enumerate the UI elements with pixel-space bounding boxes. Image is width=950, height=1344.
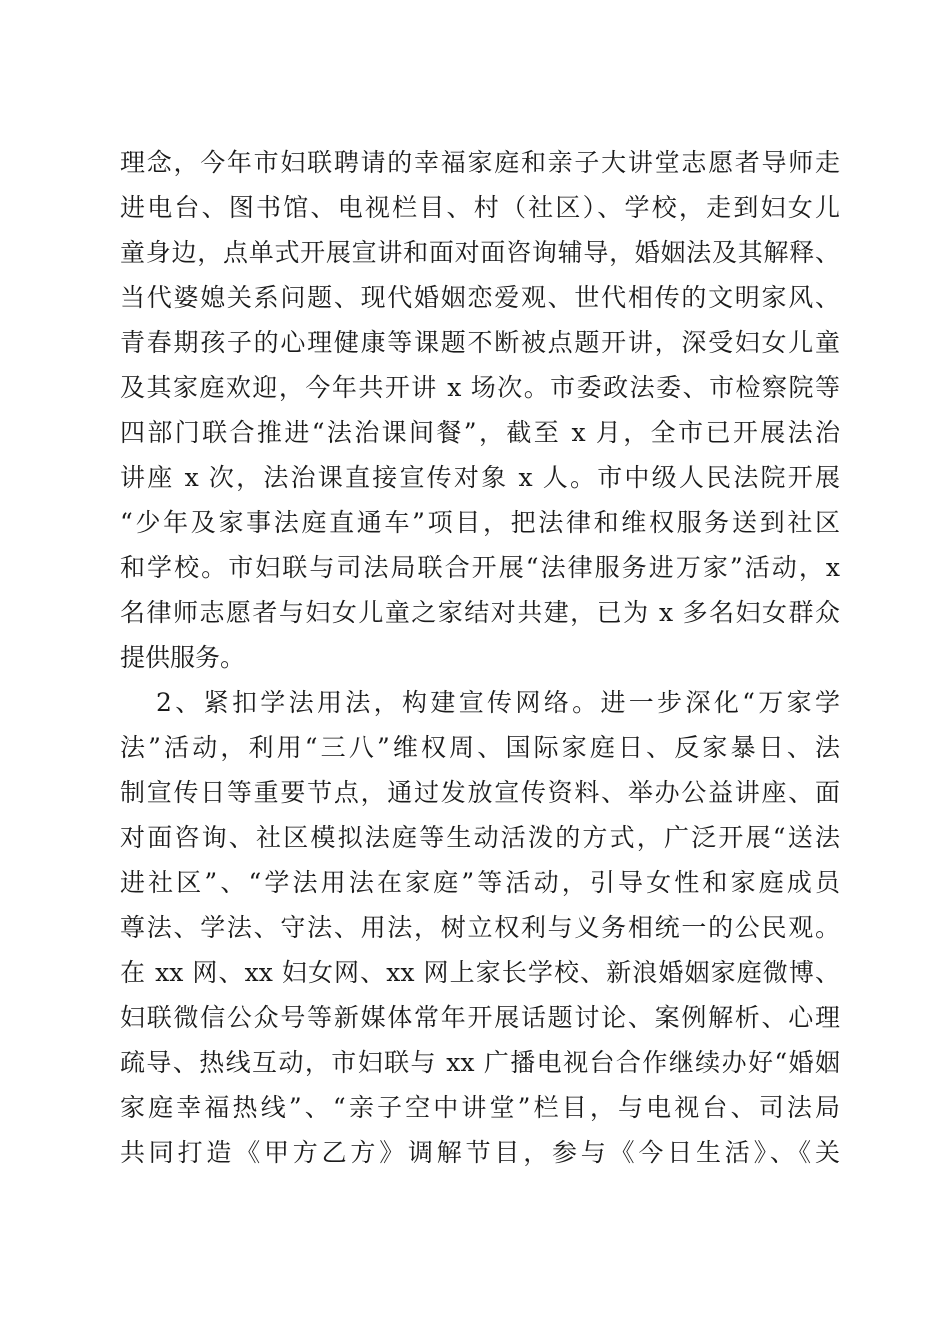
text-line-3: 童身边，点单式开展宣讲和面对面咨询辅导，婚姻法及其解释、: [120, 238, 840, 267]
text-line-12: 提供服务。: [120, 643, 246, 672]
text-line-7: 四部门联合推进“法治课间餐”，截至 x 月，全市已开展法治: [120, 418, 840, 447]
text-line-13: 2、紧扣学法用法，构建宣传网络。进一步深化“万家学: [156, 688, 840, 717]
text-line-2: 进电台、图书馆、电视栏目、村（社区）、学校，走到妇女儿: [120, 193, 840, 222]
text-line-8: 讲座 x 次，法治课直接宣传对象 x 人。市中级人民法院开展: [120, 463, 840, 492]
body-text: [120, 140, 840, 1175]
text-line-11: 名律师志愿者与妇女儿童之家结对共建，已为 x 多名妇女群众: [120, 598, 840, 627]
text-line-15: 制宣传日等重要节点，通过发放宣传资料、举办公益讲座、面: [120, 778, 840, 807]
text-line-5: 青春期孩子的心理健康等课题不断被点题开讲，深受妇女儿童: [120, 328, 840, 357]
text-line-20: 妇联微信公众号等新媒体常年开展话题讨论、案例解析、心理: [120, 1003, 840, 1032]
text-line-17: 进社区”、“学法用法在家庭”等活动，引导女性和家庭成员: [120, 868, 840, 897]
text-line-10: 和学校。市妇联与司法局联合开展“法律服务进万家”活动，x: [120, 553, 840, 582]
text-line-16: 对面咨询、社区模拟法庭等生动活泼的方式，广泛开展“送法: [120, 823, 840, 852]
text-line-1: 理念，今年市妇联聘请的幸福家庭和亲子大讲堂志愿者导师走: [120, 148, 840, 177]
text-line-4: 当代婆媳关系问题、现代婚姻恋爱观、世代相传的文明家风、: [120, 283, 840, 312]
text-line-18: 尊法、学法、守法、用法，树立权利与义务相统一的公民观。: [120, 913, 840, 942]
text-line-23: 共同打造《甲方乙方》调解节目，参与《今日生活》、《关: [120, 1138, 840, 1167]
text-line-22: 家庭幸福热线”、“亲子空中讲堂”栏目，与电视台、司法局: [120, 1093, 840, 1122]
text-line-14: 法”活动，利用“三八”维权周、国际家庭日、反家暴日、法: [120, 733, 840, 762]
text-line-6: 及其家庭欢迎，今年共开讲 x 场次。市委政法委、市检察院等: [120, 373, 840, 402]
text-line-9: “少年及家事法庭直通车”项目，把法律和维权服务送到社区: [120, 508, 840, 537]
text-line-19: 在 xx 网、xx 妇女网、xx 网上家长学校、新浪婚姻家庭微博、: [120, 958, 840, 987]
text-line-21: 疏导、热线互动，市妇联与 xx 广播电视台合作继续办好“婚姻: [120, 1048, 840, 1077]
